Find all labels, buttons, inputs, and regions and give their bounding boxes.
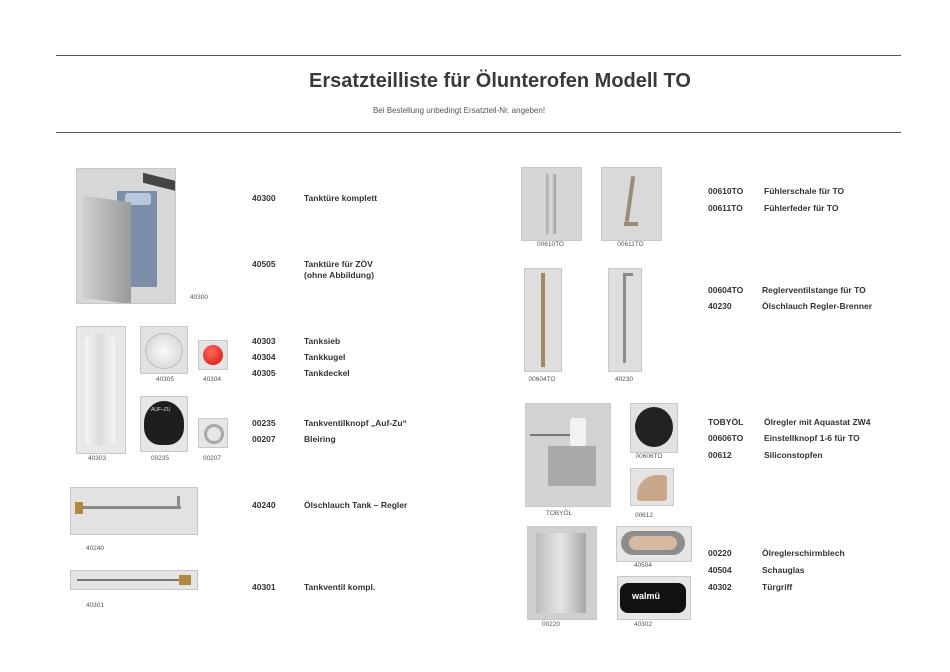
part-desc-40505-line2: (ohne Abbildung)	[304, 270, 375, 280]
part-desc-00235: Tankventilknopf „Auf-Zu“	[304, 418, 407, 428]
lead-ring-image	[198, 418, 228, 448]
caption-40304: 40304	[202, 376, 222, 383]
part-desc-00220: Ölreglerschirmblech	[762, 548, 845, 558]
caption-00612: 00612	[634, 512, 654, 519]
sensor-shell-image	[521, 167, 582, 241]
tank-door-image	[76, 168, 176, 304]
tank-sieve-image	[76, 326, 126, 454]
part-desc-40301: Tankventil kompl.	[304, 582, 376, 592]
tank-ball-image	[198, 340, 228, 370]
caption-00220: 00220	[541, 621, 561, 628]
walmu-logo: walmü	[632, 591, 661, 601]
caption-40230: 40230	[614, 376, 634, 383]
caption-40301: 40301	[85, 602, 105, 609]
valve-rod-image	[524, 268, 562, 372]
part-number-40230: 40230	[708, 301, 732, 311]
part-number-40504: 40504	[708, 565, 732, 575]
page-subtitle: Bei Bestellung unbedingt Ersatzteil-Nr. angeben!	[372, 106, 546, 115]
adjust-knob-image	[630, 403, 678, 453]
part-desc-TOBYOEL: Ölregler mit Aquastat ZW4	[764, 417, 871, 427]
oil-hose-burner-image	[608, 268, 642, 372]
oil-regulator-image	[525, 403, 611, 507]
tank-lid-image	[140, 326, 188, 374]
part-number-40305: 40305	[252, 368, 276, 378]
caption-40240: 40240	[85, 545, 105, 552]
part-desc-40302: Türgriff	[762, 582, 793, 592]
part-number-40302: 40302	[708, 582, 732, 592]
part-number-40301: 40301	[252, 582, 276, 592]
part-desc-40304: Tankkugel	[304, 352, 346, 362]
sight-glass-image	[616, 526, 692, 562]
caption-00611TO: 00611TO	[617, 241, 644, 248]
part-number-00604TO: 00604TO	[708, 285, 744, 295]
regulator-shield-image	[527, 526, 597, 620]
tank-valve-image	[70, 570, 198, 590]
valve-knob-image: AUF–ZU	[140, 396, 188, 452]
part-number-00220: 00220	[708, 548, 732, 558]
top-rule	[56, 55, 901, 56]
silicone-plug-image	[630, 468, 674, 506]
caption-TOBYOEL: TOBYÖL	[545, 510, 573, 517]
part-number-40300: 40300	[252, 193, 276, 203]
caption-00604TO: 00604TO	[528, 376, 556, 383]
part-desc-40505-line1: Tanktüre für ZÖV	[304, 259, 373, 269]
part-number-TOBYOEL: TOBYÖL	[708, 417, 744, 427]
oil-hose-tank-image	[70, 487, 198, 535]
part-number-40505: 40505	[252, 259, 276, 269]
part-number-00235: 00235	[252, 418, 276, 428]
part-desc-40230: Ölschlauch Regler-Brenner	[762, 301, 873, 311]
part-desc-40240: Ölschlauch Tank – Regler	[304, 500, 408, 510]
part-number-40303: 40303	[252, 336, 276, 346]
caption-40302: 40302	[633, 621, 653, 628]
part-desc-00604TO: Reglerventilstange für TO	[762, 285, 866, 295]
caption-00606TO: 00606TO	[635, 453, 663, 460]
caption-00610TO: 00610TO	[537, 241, 564, 248]
door-handle-image	[617, 576, 691, 620]
header-bottom-rule	[56, 132, 901, 133]
caption-00235: 00235	[150, 455, 170, 462]
part-number-00611TO: 00611TO	[708, 203, 743, 213]
part-desc-40504: Schauglas	[762, 565, 805, 575]
page-title: Ersatzteilliste für Ölunterofen Modell TO	[309, 70, 691, 92]
part-desc-00611TO: Fühlerfeder für TO	[764, 203, 839, 213]
caption-40303: 40303	[87, 455, 107, 462]
caption-40300: 40300	[189, 294, 209, 301]
part-desc-00612: Siliconstopfen	[764, 450, 823, 460]
part-number-00606TO: 00606TO	[708, 433, 744, 443]
part-desc-40300: Tanktüre komplett	[304, 193, 378, 203]
caption-00207: 00207	[202, 455, 222, 462]
part-desc-40305: Tankdeckel	[304, 368, 350, 378]
part-number-00612: 00612	[708, 450, 732, 460]
part-number-00207: 00207	[252, 434, 276, 444]
caption-40504: 40504	[633, 562, 653, 569]
part-desc-00610TO: Fühlerschale für TO	[764, 186, 845, 196]
part-number-00610TO: 00610TO	[708, 186, 744, 196]
caption-40305: 40305	[155, 376, 175, 383]
part-desc-00606TO: Einstellknopf 1-6 für TO	[764, 433, 860, 443]
part-number-40240: 40240	[252, 500, 276, 510]
part-desc-40303: Tanksieb	[304, 336, 341, 346]
part-desc-00207: Bleiring	[304, 434, 336, 444]
sensor-spring-image	[601, 167, 662, 241]
part-number-40304: 40304	[252, 352, 276, 362]
